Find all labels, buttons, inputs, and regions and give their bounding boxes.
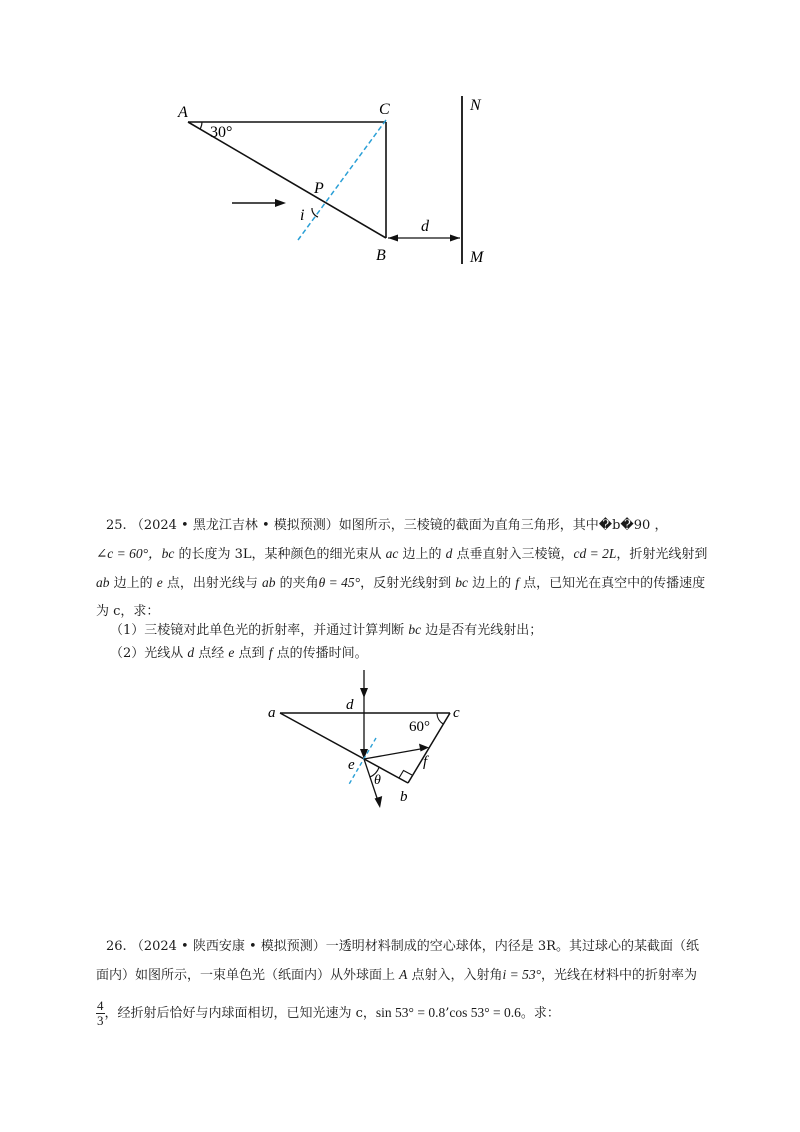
problem-26-number: 26. (106, 939, 127, 954)
incident-arrowhead (275, 199, 286, 207)
p25-l4: 为 c，求： (96, 604, 160, 619)
distance-arrow-right (450, 235, 460, 242)
label-b-2: b (400, 789, 408, 805)
p25-l2-i: ，折射光线射到 (616, 547, 708, 562)
label-m: M (470, 249, 484, 266)
seg-bc: bc (161, 546, 175, 561)
q2-point-f: f (268, 645, 273, 660)
p26-l3-c: ’ (445, 1006, 450, 1021)
angle-arc-a (200, 122, 202, 129)
p25-l2-e: 边上的 (398, 547, 446, 562)
fraction-denominator: 3 (97, 1013, 104, 1028)
q1-text-a: （1）三棱镜对此单色光的折射率，并通过计算判断 (110, 623, 409, 638)
p26-l2-a: 面内）如图所示，一束单色光（纸面内）从外球面上 (96, 968, 400, 983)
q2-text-a: （2）光线从 (110, 646, 188, 661)
theta-expr: θ = 45° (318, 575, 361, 590)
label-theta: θ (374, 773, 381, 788)
label-a: A (178, 104, 188, 121)
p26-point-a: A (399, 967, 408, 982)
q2-text-e: 点到 (234, 646, 269, 661)
angle-c-expr: ∠c = 60°， (96, 546, 162, 561)
problem-25-question-2 (110, 643, 368, 664)
p25-l3-d: 点，出射光线与 (162, 576, 263, 591)
label-d-2: d (346, 697, 354, 713)
q2-point-e: e (228, 645, 235, 660)
problem-25-number: 25. (106, 518, 127, 533)
angle-arc-c (437, 713, 443, 724)
p26-l3-a: ，经折射后恰好与内球面相切，已知光速为 c， (104, 1006, 376, 1021)
p26-l2-c: 点射入，入射角 (407, 968, 503, 983)
label-d: d (421, 218, 429, 235)
p26-incidence-angle: i = 53° (502, 967, 542, 982)
figure-right-prism-svg (260, 668, 480, 818)
problem-25-text (96, 512, 706, 626)
problem-25-line1: 如图所示，三棱镜的截面为直角三角形，其中�b�90 ， (338, 518, 668, 533)
p26-l3-e: 。求： (520, 1006, 560, 1021)
reflected-ray (364, 748, 426, 759)
q1-seg-bc: bc (408, 622, 422, 637)
sin-53-expr: sin 53° = 0.8 (375, 1005, 446, 1020)
figure-right-prism (260, 668, 480, 818)
problem-25-source: （2024 • 黑龙江吉林 • 模拟预测） (130, 518, 339, 533)
problem-26-source: （2024 • 陕西安康 • 模拟预测） (130, 939, 326, 954)
q2-point-d: d (187, 645, 195, 660)
figure-prism-mirror (160, 80, 500, 280)
label-f-2: f (423, 754, 428, 770)
label-angle-60: 60° (409, 719, 430, 735)
edge-ab-2 (280, 713, 408, 783)
seg-ab-2: ab (262, 575, 276, 590)
point-d: d (445, 546, 453, 561)
p25-l2-c: 的长度为 3L，某种颜色的细光束从 (174, 547, 386, 562)
refractive-index-fraction (96, 999, 105, 1028)
problem-26-text (96, 933, 706, 1031)
angle-arc-i (312, 208, 318, 217)
p25-l2-g: 点垂直射入三棱镜， (452, 547, 574, 562)
normal-line (298, 120, 386, 240)
p25-l3-h: ，反射光线射到 (360, 576, 456, 591)
label-a-2: a (268, 705, 276, 721)
label-b: B (376, 247, 386, 264)
q2-text-g: 点的传播时间。 (272, 646, 368, 661)
problem-26-line1: 一透明材料制成的空心球体，内径是 3R。其过球心的某截面（纸 (325, 939, 699, 954)
emergent-arrowhead (375, 796, 383, 808)
p25-l3-b: 边上的 (109, 576, 157, 591)
label-i: i (300, 207, 305, 224)
seg-ac: ac (385, 546, 399, 561)
incident-arrowhead-2 (360, 688, 368, 698)
label-c: C (379, 101, 390, 118)
p25-l3-f: 的夹角 (275, 576, 319, 591)
label-e-2: e (348, 757, 355, 773)
fraction-numerator: 4 (97, 998, 104, 1013)
seg-ab: ab (96, 575, 110, 590)
q2-text-c: 点经 (194, 646, 229, 661)
figure-prism-mirror-svg (160, 80, 500, 280)
p25-l3-j: 边上的 (467, 576, 516, 591)
label-p: P (314, 180, 324, 197)
q1-text-c: 边是否有光线射出； (421, 623, 543, 638)
problem-25-question-1 (110, 620, 542, 641)
label-n: N (470, 97, 481, 114)
seg-bc-2: bc (455, 575, 468, 590)
point-e: e (156, 575, 163, 590)
cd-expr: cd = 2L (573, 546, 617, 561)
label-c-2: c (453, 705, 460, 721)
distance-arrow-left (388, 235, 398, 242)
label-angle-30: 30° (210, 124, 233, 141)
p26-l2-e: ，光线在材料中的折射率为 (541, 968, 698, 983)
cos-53-expr: cos 53° = 0.6 (449, 1005, 521, 1020)
p25-l3-l: 点，已知光在真空中的传播速度 (518, 576, 706, 591)
right-angle-b (399, 771, 412, 779)
point-f: f (515, 575, 519, 590)
